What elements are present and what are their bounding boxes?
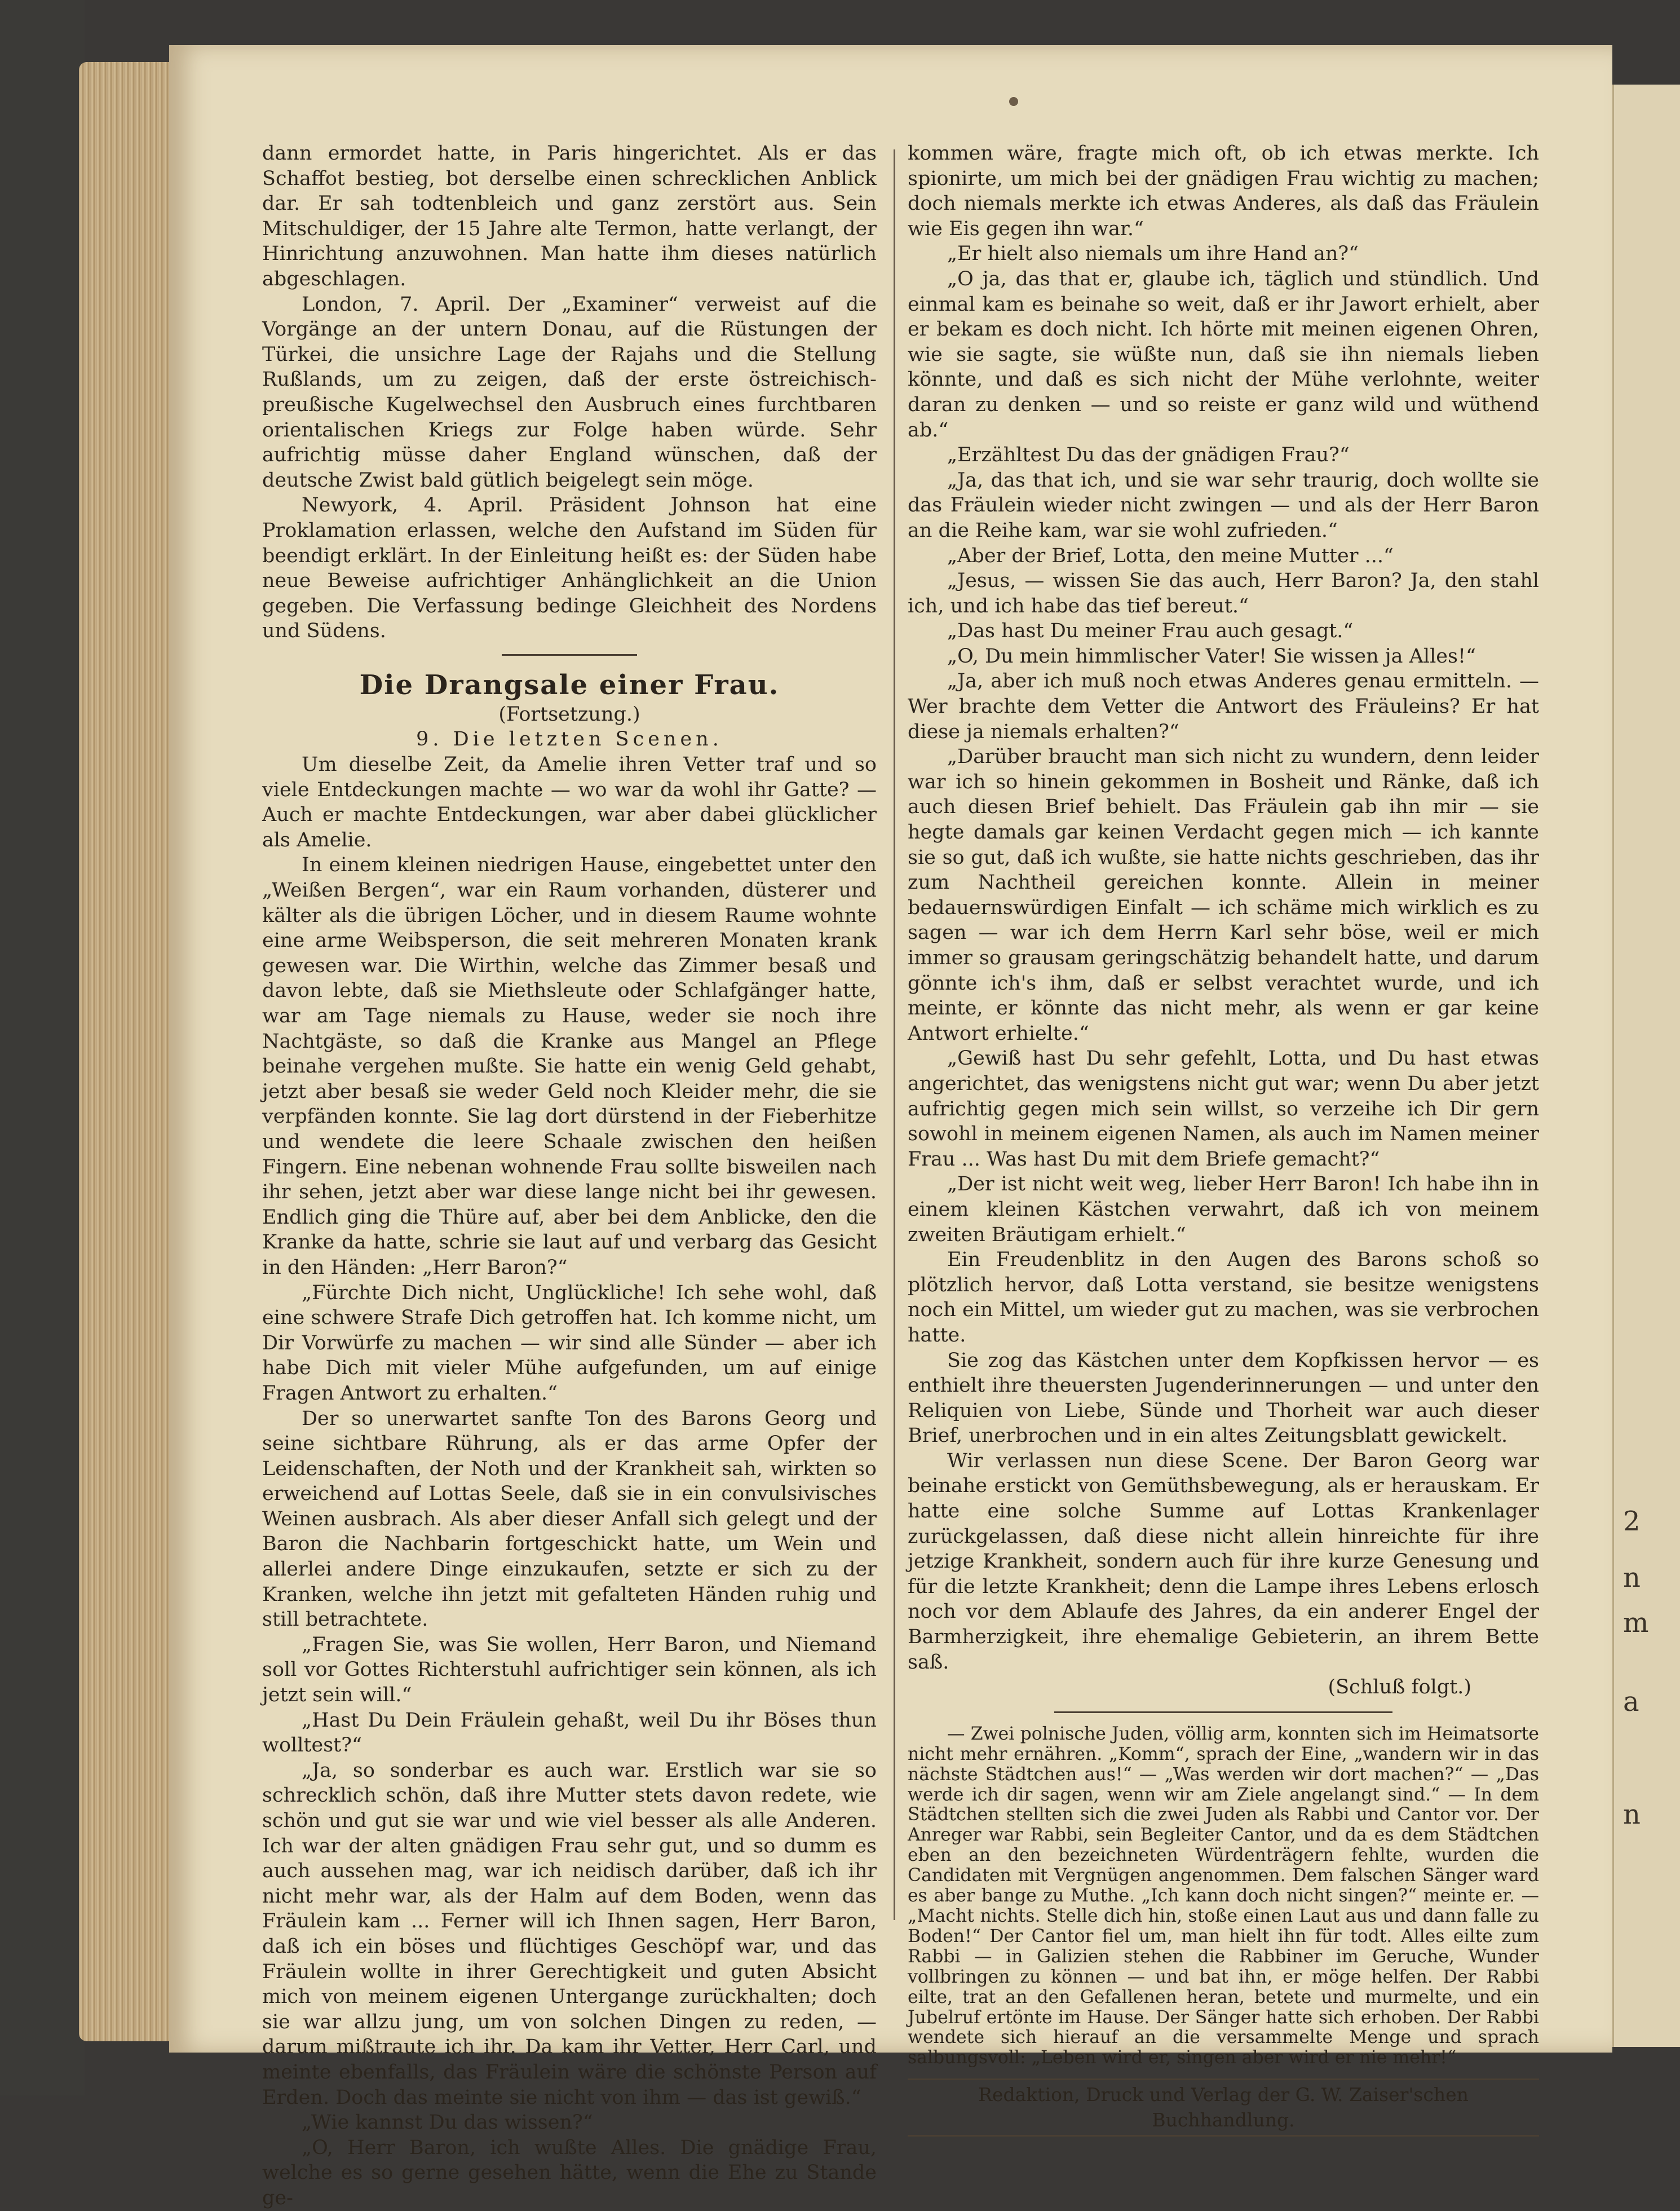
story-paragraph: „Ja, so sonderbar es auch war. Erstlich war sie so schrecklich schön, daß ihre Mutter stets davon redete, wie schön und gut sie war und wie viel besser als alle Anderen. Ich war der alten gnädigen Frau sehr gut, und so dumm es auch aussehen mag, war ich neidisch darüber, daß ich ihr nicht mehr war, als der Halm auf dem Boden, wenn das Fräulein kam ... Ferner will ich Ihnen sagen, Herr Baron, daß ich ein böses und flüchtiges Geschöpf war, und das Fräulein wollte in ihrer Gerechtigkeit und guten Absicht mich von meinem eigenen Untergange zurückhalten; doch sie war allzu jung, um von solchen Dingen zu reden, — darum mißtraute ich ihr. Da kam ihr Vetter, Herr Carl, und meinte ebenfalls, das Fräulein wäre die schönste Person auf Erden. Doch das meinte sie nicht von ihm — das ist gewiß.“ bbox=[262, 1759, 877, 2109]
story-title: Die Drangsale einer Frau. bbox=[359, 669, 780, 701]
next-page-fragment: n bbox=[1623, 1562, 1641, 1594]
story-paragraph: Um dieselbe Zeit, da Amelie ihren Vetter traf und so viele Entdeckungen machte — wo war da wohl ihr Gatte? — Auch er machte Entdeckungen, war aber dabei glücklicher als Amelie. bbox=[262, 753, 877, 851]
story-paragraph: Wir verlassen nun diese Scene. Der Baron Georg war beinahe erstickt von Gemüthsbewegung, als er herauskam. Er hatte eine solche Summe auf Lottas Krankenlager zurückgelassen, daß diese nicht allein hinreichte für ihre jetzige Krankheit, sondern auch für ihre kurze Genesung und für die letzte Krankheit; denn die Lampe ihres Lebens erlosch noch vor dem Ablaufe des Jahres, da ein anderer Engel der Barmherzigkeit, ihre ehemalige Gebieterin, an ihrem Bette saß. bbox=[908, 1449, 1539, 1674]
news-paragraph: dann ermordet hatte, in Paris hingerichtet. Als er das Schaffot bestieg, bot derselbe einen schrecklichen Anblick dar. Er sah todtenbleich und ganz zerstört aus. Sein Mitschuldiger, der 15 Jahre alte Termon, hatte verlangt, der Hinrichtung anzuwohnen. Man hatte ihm dieses natürlich abgeschlagen. bbox=[262, 142, 877, 290]
to-be-concluded: (Schluß folgt.) bbox=[1328, 1676, 1471, 1699]
story-paragraph: „Jesus, — wissen Sie das auch, Herr Baron? Ja, den stahl ich, und ich habe das tief bereut.“ bbox=[908, 570, 1539, 617]
story-paragraph: kommen wäre, fragte mich oft, ob ich etwas merkte. Ich spionirte, um mich bei der gnädigen Frau wichtig zu machen; doch niemals merkte ich etwas Anderes, als daß das Fräulein wie Eis gegen ihn war.“ bbox=[908, 142, 1539, 240]
colophon: Redaktion, Druck und Verlag der G. W. Zaiser'schen Buchhandlung. bbox=[908, 2078, 1539, 2137]
news-paragraph: Newyork, 4. April. Präsident Johnson hat eine Proklamation erlassen, welche den Aufstand im Süden für beendigt erklärt. In der Einleitung heißt es: der Süden habe neue Beweise aufrichtiger Anhänglichkeit an die Union gegeben. Die Verfassung bedinge Gleichheit des Nordens und Südens. bbox=[262, 494, 877, 643]
next-page-edge bbox=[1612, 85, 1680, 2047]
story-paragraph: „Wie kannst Du das wissen?“ bbox=[302, 2111, 593, 2134]
anecdote-paragraph: — Zwei polnische Juden, völlig arm, konnten sich im Heimatsorte nicht mehr ernähren. „Komm“, sprach der Eine, „wandern wir in das nächste Städtchen aus!“ — „Was werden wir dort machen?“ — „Das werde ich dir sagen, wenn wir am Ziele angelangt sind.“ — In dem Städtchen stellten sich die zwei Juden als Rabbi und Cantor vor. Der Anreger war Rabbi, sein Begleiter Cantor, und da es dem Städtchen eben an den bezeichneten Würdenträgern fehlte, wurden die Candidaten mit Vergnügen angenommen. Dem falschen Sänger ward es aber bange zu Muthe. „Ich kann doch nicht singen?“ meinte er. — „Macht nichts. Stelle dich hin, stoße einen Laut aus und dann falle zu Boden!“ Der Cantor fiel um, man hielt ihn für todt. Alles eilte zum Rabbi — in Galizien stehen die Rabbiner im Geruche, Wunder vollbringen zu können — und bat ihn, er möge helfen. Der Rabbi eilte, trat an den Gefallenen heran, betete und murmelte, und ein Jubelruf ertönte im Hause. Der Sänger hatte sich erhoben. Der Rabbi wendete sich hierauf an die versammelte Menge und sprach salbungsvoll: „Leben wird er, singen aber wird er nie mehr!“ bbox=[908, 1723, 1539, 2068]
section-rule bbox=[1054, 1711, 1392, 1713]
story-paragraph: „O, Herr Baron, ich wußte Alles. Die gnädige Frau, welche es so gerne gesehen hätte, wenn die Ehe zu Stande ge- bbox=[262, 2136, 877, 2209]
chapter-heading: 9. Die letzten Scenen. bbox=[416, 728, 723, 751]
story-paragraph: „Fürchte Dich nicht, Unglückliche! Ich sehe wohl, daß eine schwere Strafe Dich getroffen hat. Ich komme nicht, um Dir Vorwürfe zu machen — wir sind alle Sünder — aber ich habe Dich mit vieler Mühe aufgefunden, um auf einige Fragen Antwort zu erhalten.“ bbox=[262, 1281, 877, 1405]
story-continued: (Fortsetzung.) bbox=[498, 703, 640, 726]
background-left bbox=[0, 0, 85, 2095]
story-paragraph: „Er hielt also niemals um ihre Hand an?“ bbox=[947, 242, 1359, 266]
story-paragraph: „Hast Du Dein Fräulein gehaßt, weil Du ihr Böses thun wolltest?“ bbox=[262, 1709, 877, 1757]
next-page-fragment: n bbox=[1623, 1799, 1641, 1830]
story-paragraph: „Fragen Sie, was Sie wollen, Herr Baron, und Niemand soll vor Gottes Richterstuhl aufrichtiger sein können, als ich jetzt sein will.“ bbox=[262, 1633, 877, 1707]
story-paragraph: „Das hast Du meiner Frau auch gesagt.“ bbox=[947, 620, 1354, 643]
story-paragraph: „Ja, aber ich muß noch etwas Anderes genau ermitteln. — Wer brachte dem Vetter die Antwort des Fräuleins? Er hat diese ja niemals erhalten?“ bbox=[908, 670, 1539, 743]
story-paragraph: „Gewiß hast Du sehr gefehlt, Lotta, und Du hast etwas angerichtet, das wenigstens nicht gut war; wenn Du aber jetzt aufrichtig gegen mich sein willst, so verzeihe ich Dir gern sowohl in meinem eigenen Namen, als auch im Namen meiner Frau ... Was hast Du mit dem Briefe gemacht?“ bbox=[908, 1047, 1539, 1171]
story-paragraph: Der so unerwartet sanfte Ton des Barons Georg und seine sichtbare Rührung, als er das arme Opfer der Leidenschaften, der Noth und der Krankheit sah, wirkten so erweichend auf Lottas Seele, daß sie in ein convulsivisches Weinen ausbrach. Als aber dieser Anfall sich gelegt und der Baron die Nachbarin fortgeschickt hatte, um Wein und allerlei andere Dinge einzukaufen, setzte er sich zu der Kranken, welche ihn jetzt mit gefalteten Händen ruhig und still betrachtete. bbox=[262, 1407, 877, 1631]
right-column bbox=[908, 141, 1539, 2137]
section-rule bbox=[502, 654, 637, 656]
story-paragraph: Sie zog das Kästchen unter dem Kopfkissen hervor — es enthielt ihre theuersten Jugenderinnerungen — und unter den Reliquien von Liebe, Sünde und Thorheit war auch dieser Brief, unerbrochen und in ein altes Zeitungsblatt gewickelt. bbox=[908, 1349, 1539, 1447]
story-paragraph: „O, Du mein himmlischer Vater! Sie wissen ja Alles!“ bbox=[947, 645, 1476, 668]
next-page-fragment: 2 bbox=[1623, 1506, 1641, 1537]
story-paragraph: „Darüber braucht man sich nicht zu wundern, denn leider war ich so hinein gekommen in Bosheit und Ränke, daß ich auch diesen Brief behielt. Das Fräulein gab ihn mir — sie hegte damals gar keinen Verdacht gegen mich — ich kannte sie so gut, daß ich wußte, sie hatte nichts geschrieben, das ihr zum Nachtheil gereichen konnte. Allein in meiner bedauernswürdigen Einfalt — ich schäme mich wirklich es zu sagen — war ich dem Herrn Karl sehr böse, weil er mich immer so grausam geringschätzig behandelt hatte, und darum gönnte ich's ihm, daß er selbst verachtet wurde, und ich meinte, er könnte das nicht mehr, als wenn er gar keine Antwort erhielte.“ bbox=[908, 745, 1539, 1045]
story-paragraph: „Der ist nicht weit weg, lieber Herr Baron! Ich habe ihn in einem kleinen Kästchen verwahrt, daß ich von meinem zweiten Bräutigam erhielt.“ bbox=[908, 1173, 1539, 1246]
story-paragraph: In einem kleinen niedrigen Hause, eingebettet unter den „Weißen Bergen“, war ein Raum vorhanden, düsterer und kälter als die übrigen Löcher, und in diesem Raume wohnte eine arme Weibsperson, die seit mehreren Monaten krank gewesen war. Die Wirthin, welche das Zimmer besaß und davon lebte, daß sie Miethsleute oder Schlafgänger hatte, war am Tage niemals zu Hause, weder sie noch ihre Nachtgäste, so daß die Kranke aus Mangel an Pflege beinahe vergehen mußte. Sie hatte ein wenig Geld gehabt, jetzt aber besaß sie weder Geld noch Kleider mehr, die sie verpfänden konnte. Sie lag dort dürstend in der Fieberhitze und wendete die leere Schaale zwischen den heißen Fingern. Eine nebenan wohnende Frau sollte bisweilen nach ihr sehen, jetzt aber war diese lange nicht bei ihr gewesen. Endlich ging die Thüre auf, aber bei dem Anblicke, den die Kranke da hatte, schrie sie laut auf und verbarg das Gesicht in den Händen: „Herr Baron?“ bbox=[262, 854, 877, 1279]
story-paragraph: „Ja, das that ich, und sie war sehr traurig, doch wollte sie das Fräulein wieder nicht zwingen — und als der Herr Baron an die Reihe kam, war sie wohl zufrieden.“ bbox=[908, 469, 1539, 542]
news-paragraph: London, 7. April. Der „Examiner“ verweist auf die Vorgänge an der untern Donau, auf die Rüstungen der Türkei, die unsichre Lage der Rajahs und die Stellung Rußlands, um zu zeigen, daß der erste östreichisch-preußische Kugelwechsel den Ausbruch eines furchtbaren orientalischen Kriegs zur Folge haben würde. Sehr aufrichtig müsse daher England wünschen, daß der deutsche Zwist bald gütlich beigelegt sein möge. bbox=[262, 293, 877, 492]
next-page-fragment: m bbox=[1623, 1607, 1649, 1639]
story-paragraph: „Erzähltest Du das der gnädigen Frau?“ bbox=[947, 444, 1350, 467]
left-column bbox=[262, 141, 877, 2211]
story-paragraph: „Aber der Brief, Lotta, den meine Mutter ...“ bbox=[947, 544, 1394, 567]
page-edges bbox=[79, 62, 180, 2041]
next-page-fragment: a bbox=[1623, 1686, 1639, 1718]
story-paragraph: Ein Freudenblitz in den Augen des Barons schoß so plötzlich hervor, daß Lotta verstand, sie besitze wenigstens noch ein Mittel, um wieder gut zu machen, was sie verbrochen hatte. bbox=[908, 1248, 1539, 1347]
column-divider bbox=[894, 149, 895, 1920]
page-mark bbox=[1009, 97, 1018, 106]
story-paragraph: „O ja, das that er, glaube ich, täglich und stündlich. Und einmal kam es beinahe so weit, daß er ihr Jawort erhielt, aber er bekam es doch nicht. Ich hörte mit meinen eigenen Ohren, wie sie sagte, sie wüßte nun, daß sie ihn niemals lieben könnte, und daß es sich nicht der Mühe verlohnte, weiter daran zu denken — und so reiste er ganz wild und wüthend ab.“ bbox=[908, 267, 1539, 442]
